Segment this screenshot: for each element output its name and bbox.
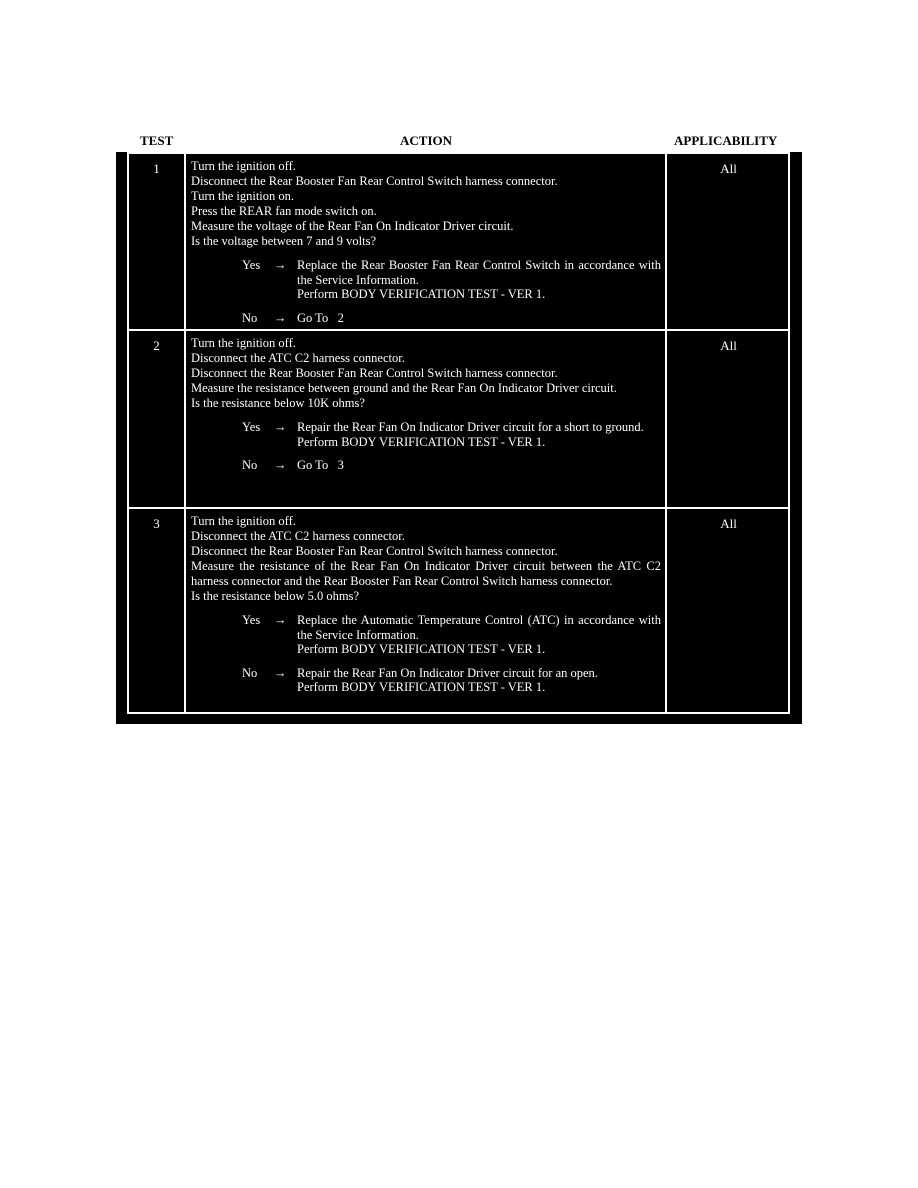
result-line: Go To 2 — [297, 310, 344, 325]
result-label: Yes — [242, 258, 261, 272]
applicability-value: All — [720, 516, 737, 531]
applicability-cell — [667, 154, 790, 329]
result-label: Yes — [242, 420, 261, 434]
test-number: 2 — [153, 338, 160, 353]
result-line: Perform BODY VERIFICATION TEST - VER 1. — [297, 287, 546, 301]
action-step: Disconnect the Rear Booster Fan Rear Control Switch harness connector. — [191, 174, 558, 188]
arrow-icon: → — [274, 258, 287, 272]
arrow-icon: → — [274, 458, 287, 472]
result-label: No — [242, 458, 258, 472]
applicability-cell — [667, 509, 790, 712]
action-step: Turn the ignition off. — [191, 159, 296, 173]
action-question: Is the voltage between 7 and 9 volts? — [191, 234, 377, 248]
action-cell — [186, 154, 667, 329]
arrow-icon: → — [274, 613, 287, 627]
result-yes — [191, 258, 661, 302]
test-row-2 — [127, 329, 790, 507]
result-line: Perform BODY VERIFICATION TEST - VER 1. — [297, 434, 546, 449]
action-step: Turn the ignition on. — [191, 189, 295, 203]
result-no — [191, 311, 661, 326]
result-yes — [191, 613, 661, 657]
test-number: 3 — [153, 516, 160, 531]
result-line: Perform BODY VERIFICATION TEST - VER 1. — [297, 642, 546, 656]
action-question: Is the resistance below 10K ohms? — [191, 396, 365, 410]
result-line: Repair the Rear Fan On Indicator Driver circuit for a short to ground. — [297, 420, 644, 434]
test-row-3 — [127, 507, 790, 714]
action-step: Measure the resistance between ground and the Rear Fan On Indicator Driver circuit. — [191, 381, 617, 395]
result-line: Perform BODY VERIFICATION TEST - VER 1. — [297, 680, 546, 694]
result-no — [191, 458, 661, 473]
action-step: Disconnect the ATC C2 harness connector. — [191, 529, 405, 543]
action-cell — [186, 509, 667, 712]
result-line: Go To 3 — [297, 458, 344, 472]
action-question: Is the resistance below 5.0 ohms? — [191, 589, 360, 603]
result-line: Repair the Rear Fan On Indicator Driver circuit for an open. — [297, 665, 598, 680]
result-label: No — [242, 310, 258, 325]
action-step: Disconnect the ATC C2 harness connector. — [191, 351, 405, 365]
action-step: Measure the voltage of the Rear Fan On Indicator Driver circuit. — [191, 219, 514, 233]
diagnostic-test-table — [116, 125, 802, 724]
test-number-cell — [127, 331, 186, 507]
applicability-cell — [667, 331, 790, 507]
result-line: Replace the Rear Booster Fan Rear Control Switch in accordance with the Service Information. — [297, 258, 661, 287]
test-number-cell — [127, 154, 186, 329]
applicability-value: All — [720, 338, 737, 353]
header-action: ACTION — [400, 133, 453, 148]
action-step: Disconnect the Rear Booster Fan Rear Control Switch harness connector. — [191, 544, 558, 558]
result-yes — [191, 420, 661, 449]
action-step: Disconnect the Rear Booster Fan Rear Control Switch harness connector. — [191, 366, 558, 380]
action-cell — [186, 331, 667, 507]
applicability-value: All — [720, 161, 737, 176]
arrow-icon: → — [274, 310, 287, 325]
action-step: Measure the resistance of the Rear Fan On Indicator Driver circuit between the ATC C2 harness connector and the Rear Booster Fan Rear Control Switch harness connector. — [191, 559, 661, 588]
test-number: 1 — [153, 161, 160, 176]
header-applicability: APPLICABILITY — [674, 133, 778, 148]
result-line: Replace the Automatic Temperature Control (ATC) in accordance with the Service Information. — [297, 613, 661, 642]
result-label: No — [242, 665, 258, 680]
test-row-1 — [127, 152, 790, 329]
action-step: Turn the ignition off. — [191, 336, 296, 350]
arrow-icon: → — [274, 420, 287, 434]
test-number-cell — [127, 509, 186, 712]
action-step: Turn the ignition off. — [191, 514, 296, 528]
result-label: Yes — [242, 613, 261, 627]
arrow-icon: → — [274, 665, 287, 680]
result-no — [191, 666, 661, 695]
action-step: Press the REAR fan mode switch on. — [191, 204, 377, 218]
header-test: TEST — [140, 133, 174, 148]
table-header-row — [116, 125, 802, 152]
